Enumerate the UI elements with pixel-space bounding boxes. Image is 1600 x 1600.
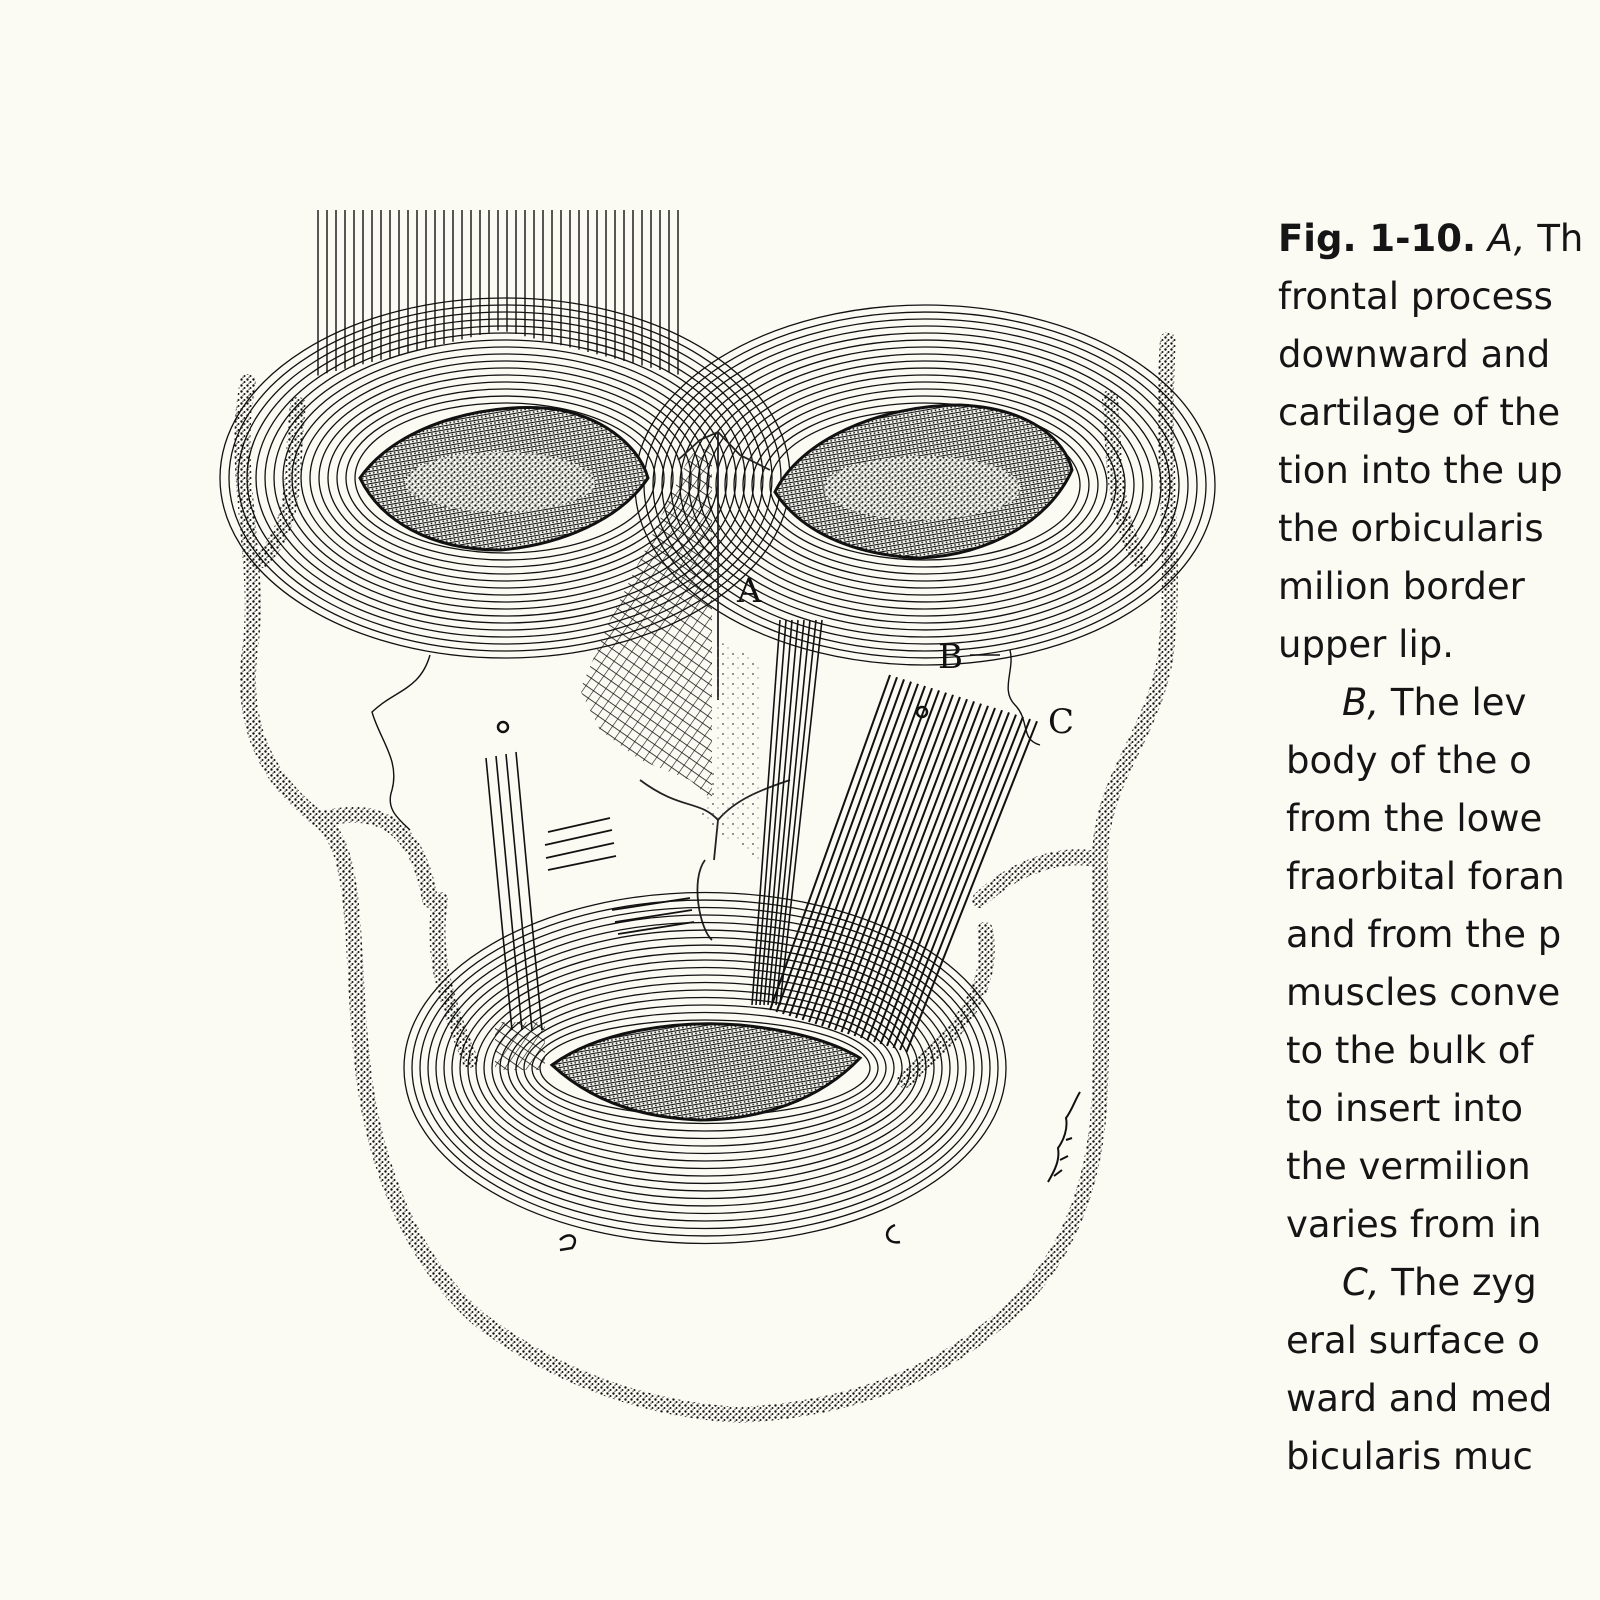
caption-line-17: the vermilion [1286,1145,1531,1188]
caption-line-15: to the bulk of [1286,1029,1534,1072]
caption-line-22: bicularis muc [1286,1435,1533,1478]
mouth [552,1024,860,1120]
caption-line-20: eral surface o [1286,1319,1540,1362]
caption-line-19: C, The zyg [1342,1261,1537,1304]
caption-line-4: cartilage of the [1278,391,1561,434]
caption-line-18: varies from in [1286,1203,1542,1246]
caption-line-21: ward and med [1286,1377,1553,1420]
caption-line-1: Fig. 1-10. A, Th [1278,217,1584,260]
figure-number: Fig. 1-10. [1278,217,1477,260]
caption-line-6: the orbicularis [1278,507,1544,550]
label-b: B [938,637,963,677]
caption-line-3: downward and [1278,333,1551,376]
caption-line-7: milion border [1278,565,1525,608]
caption-line-10: body of the o [1286,739,1532,782]
artist-signature [1048,1092,1080,1182]
label-c: C [1048,702,1075,742]
label-a: A [737,571,762,611]
caption-line-5: tion into the up [1278,449,1563,492]
caption-line-16: to insert into [1286,1087,1524,1130]
caption-line-9: B, The lev [1342,681,1527,724]
frontalis-hatching [318,210,678,376]
caption-line-12: fraorbital foran [1286,855,1565,898]
caption-line-8: upper lip. [1278,623,1454,666]
caption-line-2: frontal process [1278,275,1553,318]
figure-caption [1278,210,1600,1486]
modiolus-left [495,1022,545,1070]
caption-line-11: from the lowe [1286,797,1543,840]
caption-line-14: muscles conve [1286,971,1561,1014]
caption-line-13: and from the p [1286,913,1562,956]
muscle-b-hatching [752,620,822,1005]
